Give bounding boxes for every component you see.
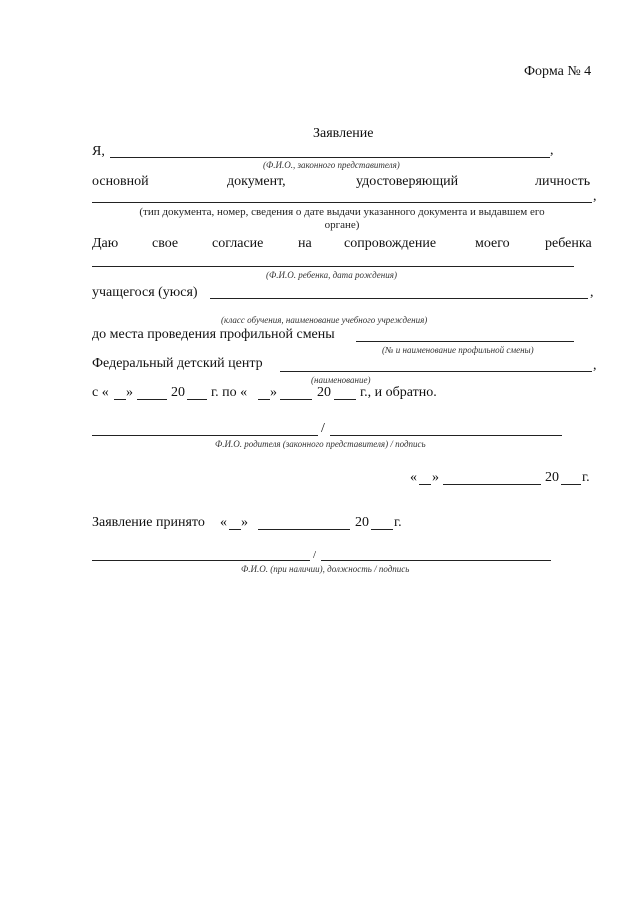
official-signature-caption: Ф.И.О. (при наличии), должность / подпись <box>241 564 410 574</box>
line1-end: , <box>550 143 554 158</box>
line4-word-4: на <box>298 236 312 251</box>
line2-word-4: личность <box>535 174 591 189</box>
date-to-close: » <box>270 385 277 400</box>
line2-word-1: основной <box>92 174 149 189</box>
date-to-day-field[interactable] <box>258 399 270 400</box>
form-title: Заявление <box>313 126 374 141</box>
accepted-open: « <box>220 515 227 530</box>
child-name-caption: (Ф.И.О. ребенка, дата рождения) <box>266 270 397 280</box>
date1-year-field[interactable] <box>561 484 581 485</box>
program-shift-field[interactable] <box>356 341 574 342</box>
line4-word-6: моего <box>475 236 510 251</box>
line4-word-5: сопровождение <box>344 236 437 251</box>
date-from-day-field[interactable] <box>114 399 126 400</box>
line2-word-2: документ, <box>227 174 286 189</box>
sig2-slash: / <box>313 549 317 561</box>
identity-document-field[interactable] <box>92 202 592 203</box>
sig1-slash: / <box>321 421 325 436</box>
date1-close: » <box>432 470 439 485</box>
line8-end: , <box>593 358 597 373</box>
parent-signature-field[interactable] <box>330 435 562 436</box>
date-to-open: г. по « <box>211 385 248 400</box>
date-to-year-field[interactable] <box>334 399 356 400</box>
line8-prefix: Федеральный детский центр <box>92 356 263 371</box>
accepted-day-field[interactable] <box>229 529 241 530</box>
date-to-century: 20 <box>317 385 331 400</box>
line4-word-2: свое <box>152 236 179 251</box>
center-name-caption: (наименование) <box>311 375 371 385</box>
parent-name-signature-field[interactable] <box>92 435 318 436</box>
accepted-suffix: г. <box>394 515 402 530</box>
line4-word-1: Даю <box>92 236 119 251</box>
line2-word-3: удостоверяющий <box>356 174 459 189</box>
parent-signature-caption: Ф.И.О. родителя (законного представителя) / подпись <box>215 439 426 449</box>
date-suffix: г., и обратно. <box>360 385 437 400</box>
accepted-close: » <box>241 515 248 530</box>
official-name-position-field[interactable] <box>92 560 310 561</box>
date-from-century: 20 <box>171 385 185 400</box>
school-class-field[interactable] <box>210 298 588 299</box>
line4-word-7: ребенка <box>545 236 592 251</box>
accepted-century: 20 <box>355 515 369 530</box>
date-from-year-field[interactable] <box>187 399 207 400</box>
center-name-field[interactable] <box>280 371 592 372</box>
accepted-label: Заявление принято <box>92 515 205 530</box>
accepted-year-field[interactable] <box>371 529 393 530</box>
line6-end: , <box>590 285 594 300</box>
identity-document-caption-1: (тип документа, номер, сведения о дате выдачи указанного документа и выдавшем его <box>139 206 545 218</box>
official-signature-field[interactable] <box>321 560 551 561</box>
line7-prefix: до места проведения профильной смены <box>92 327 335 342</box>
accepted-month-field[interactable] <box>258 529 350 530</box>
identity-document-caption-2: органе) <box>324 219 360 231</box>
date1-month-field[interactable] <box>443 484 541 485</box>
date1-century: 20 <box>545 470 559 485</box>
date-from-month-field[interactable] <box>137 399 167 400</box>
date-from-close: » <box>126 385 133 400</box>
applicant-name-caption: (Ф.И.О., законного представителя) <box>263 160 400 170</box>
date1-day-field[interactable] <box>419 484 431 485</box>
date1-open: « <box>410 470 417 485</box>
child-name-field[interactable] <box>92 266 574 267</box>
line1-prefix: Я, <box>92 144 105 159</box>
program-shift-caption: (№ и наименование профильной смены) <box>382 345 534 355</box>
date1-suffix: г. <box>582 470 590 485</box>
applicant-name-field[interactable] <box>110 157 550 158</box>
line6-prefix: учащегося (уюся) <box>92 285 198 300</box>
date-from-open: с « <box>92 385 109 400</box>
school-class-caption: (класс обучения, наименование учебного учреждения) <box>221 315 428 325</box>
form-number: Форма № 4 <box>524 64 592 79</box>
date-to-month-field[interactable] <box>280 399 312 400</box>
line3-end: , <box>593 189 597 204</box>
line4-word-3: согласие <box>212 236 264 251</box>
